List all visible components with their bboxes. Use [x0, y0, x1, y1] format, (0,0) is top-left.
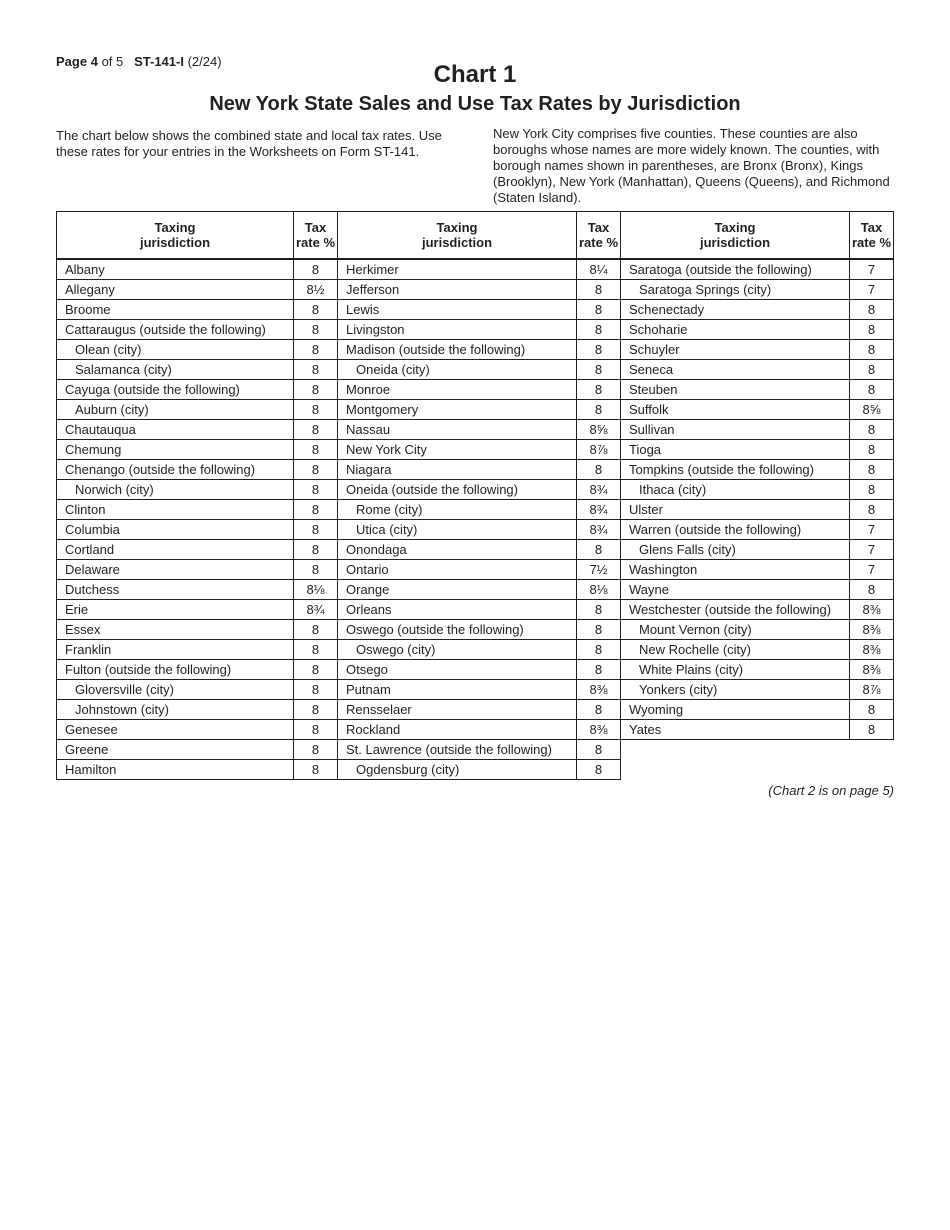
table-row: [57, 580, 338, 600]
chart-subtitle: New York State Sales and Use Tax Rates by Jurisdiction: [209, 93, 741, 115]
table-row: [621, 580, 894, 600]
tax-rate: 8: [577, 540, 621, 560]
tax-rate: 7½: [577, 560, 621, 580]
tax-rate: 7: [850, 560, 894, 580]
table-header-row: [57, 212, 338, 259]
jurisdiction-name: Rockland: [338, 720, 577, 740]
tax-rate: 7: [850, 540, 894, 560]
table-row: [621, 440, 894, 460]
tax-rate: 8: [850, 500, 894, 520]
footnote: (Chart 2 is on page 5): [768, 783, 894, 798]
tax-rate: 8: [294, 260, 338, 280]
table-row: [621, 480, 894, 500]
jurisdiction-name: Nassau: [338, 420, 577, 440]
jurisdiction-name: Seneca: [621, 360, 850, 380]
jurisdiction-name: Chautauqua: [57, 420, 294, 440]
jurisdiction-name: Glens Falls (city): [621, 540, 850, 560]
jurisdiction-name: Gloversville (city): [57, 680, 294, 700]
jurisdiction-name: Greene: [57, 740, 294, 760]
jurisdiction-name: Rome (city): [338, 500, 577, 520]
table-row: [57, 260, 338, 280]
table-row: [338, 680, 621, 700]
tax-rate: 8: [850, 720, 894, 740]
jurisdiction-name: Utica (city): [338, 520, 577, 540]
tax-rate: 8⅜: [577, 720, 621, 740]
jurisdiction-name: Chenango (outside the following): [57, 460, 294, 480]
jurisdiction-name: Salamanca (city): [57, 360, 294, 380]
jurisdiction-name: Cayuga (outside the following): [57, 380, 294, 400]
table-row: [57, 660, 338, 680]
table-row: [57, 680, 338, 700]
table-header-row: [621, 212, 894, 259]
jurisdiction-name: Warren (outside the following): [621, 520, 850, 540]
jurisdiction-name: Oneida (city): [338, 360, 577, 380]
page-word: Page: [56, 54, 88, 69]
jurisdiction-name: Saratoga Springs (city): [621, 280, 850, 300]
jurisdiction-name: Franklin: [57, 640, 294, 660]
table-row: [57, 360, 338, 380]
jurisdiction-name: Cattaraugus (outside the following): [57, 320, 294, 340]
table-row: [621, 720, 894, 740]
table-row: [57, 280, 338, 300]
tax-rate: 8: [850, 380, 894, 400]
table-row: [338, 720, 621, 740]
jurisdiction-name: Schuyler: [621, 340, 850, 360]
tax-rate: 8: [294, 660, 338, 680]
tax-rate: 8: [577, 600, 621, 620]
jurisdiction-name: Jefferson: [338, 280, 577, 300]
tax-rate: 8: [294, 620, 338, 640]
chart-title: Chart 1: [433, 61, 517, 88]
table-row: [57, 460, 338, 480]
table-row: [621, 400, 894, 420]
jurisdiction-name: St. Lawrence (outside the following): [338, 740, 577, 760]
table-row: [621, 340, 894, 360]
jurisdiction-name: Ogdensburg (city): [338, 760, 577, 780]
tax-rate: 8: [577, 460, 621, 480]
jurisdiction-name: Mount Vernon (city): [621, 620, 850, 640]
table-row: [621, 700, 894, 720]
table-row: [338, 360, 621, 380]
jurisdiction-name: Schoharie: [621, 320, 850, 340]
jurisdiction-name: Steuben: [621, 380, 850, 400]
table-row: [338, 440, 621, 460]
table-row: [57, 560, 338, 580]
tax-rate: 8: [294, 480, 338, 500]
jurisdiction-name: Niagara: [338, 460, 577, 480]
jurisdiction-name: Orleans: [338, 600, 577, 620]
table-row: [338, 620, 621, 640]
tax-rate: 8: [850, 700, 894, 720]
jurisdiction-name: Norwich (city): [57, 480, 294, 500]
tax-rate: 8: [577, 620, 621, 640]
table-row: [57, 620, 338, 640]
form-date: (2/24): [187, 54, 222, 69]
tax-rate: 8¾: [577, 480, 621, 500]
jurisdiction-name: Westchester (outside the following): [621, 600, 850, 620]
tax-rate: 8⅛: [577, 580, 621, 600]
tax-rate: 8: [294, 460, 338, 480]
table-row: [338, 600, 621, 620]
table-row: [57, 500, 338, 520]
tax-rate: 8: [294, 760, 338, 780]
jurisdiction-name: Wyoming: [621, 700, 850, 720]
jurisdiction-header: Taxing jurisdiction: [338, 212, 577, 259]
tax-rate: 8: [577, 340, 621, 360]
page-number: 4: [90, 54, 98, 69]
table-row: [621, 600, 894, 620]
tax-rate: 8⅞: [850, 680, 894, 700]
tax-rate: 7: [850, 280, 894, 300]
jurisdiction-header: Taxing jurisdiction: [57, 212, 294, 259]
table-row: [338, 260, 621, 280]
jurisdiction-name: Monroe: [338, 380, 577, 400]
tax-rate: 8: [577, 380, 621, 400]
table-row: [621, 680, 894, 700]
tax-rate: 8: [577, 660, 621, 680]
rate-header: Tax rate %: [294, 212, 338, 259]
jurisdiction-name: Oswego (outside the following): [338, 620, 577, 640]
table-row: [57, 720, 338, 740]
rates-table-column-2: [337, 211, 621, 780]
tax-rate: 8¼: [577, 260, 621, 280]
table-row: [57, 600, 338, 620]
jurisdiction-name: Hamilton: [57, 760, 294, 780]
table-row: [338, 580, 621, 600]
jurisdiction-name: Chemung: [57, 440, 294, 460]
tax-rate: 8¾: [294, 600, 338, 620]
table-row: [621, 540, 894, 560]
tax-rate: 8: [850, 420, 894, 440]
table-row: [338, 320, 621, 340]
jurisdiction-name: Suffolk: [621, 400, 850, 420]
tax-rate: 7: [850, 260, 894, 280]
tax-rate: 7: [850, 520, 894, 540]
table-row: [338, 560, 621, 580]
jurisdiction-name: Rensselaer: [338, 700, 577, 720]
tax-rate: 8¾: [577, 520, 621, 540]
table-row: [621, 500, 894, 520]
tax-rate: 8: [577, 640, 621, 660]
tax-rate: 8: [294, 520, 338, 540]
table-row: [338, 520, 621, 540]
table-row: [338, 300, 621, 320]
jurisdiction-name: Clinton: [57, 500, 294, 520]
table-row: [57, 320, 338, 340]
tax-rate: 8: [294, 360, 338, 380]
jurisdiction-name: Ulster: [621, 500, 850, 520]
table-row: [338, 700, 621, 720]
tax-rate: 8: [294, 540, 338, 560]
table-row: [57, 480, 338, 500]
jurisdiction-name: Herkimer: [338, 260, 577, 280]
table-row: [621, 360, 894, 380]
table-row: [338, 480, 621, 500]
jurisdiction-name: Cortland: [57, 540, 294, 560]
jurisdiction-name: Johnstown (city): [57, 700, 294, 720]
jurisdiction-name: Oneida (outside the following): [338, 480, 577, 500]
tax-rate: 8: [577, 700, 621, 720]
tax-rate: 8⅝: [577, 420, 621, 440]
table-row: [621, 560, 894, 580]
tax-rate: 8⅜: [850, 640, 894, 660]
tax-rate: 8: [850, 580, 894, 600]
table-row: [621, 420, 894, 440]
jurisdiction-name: Ontario: [338, 560, 577, 580]
table-row: [621, 460, 894, 480]
table-row: [57, 520, 338, 540]
jurisdiction-name: Broome: [57, 300, 294, 320]
table-row: [57, 400, 338, 420]
tax-rate: 8: [294, 340, 338, 360]
tax-rate: 8: [577, 280, 621, 300]
table-row: [338, 460, 621, 480]
jurisdiction-name: Otsego: [338, 660, 577, 680]
jurisdiction-name: Lewis: [338, 300, 577, 320]
jurisdiction-name: Washington: [621, 560, 850, 580]
jurisdiction-name: Madison (outside the following): [338, 340, 577, 360]
table-row: [338, 380, 621, 400]
jurisdiction-name: Olean (city): [57, 340, 294, 360]
tax-rate: 8⅜: [850, 620, 894, 640]
table-row: [621, 320, 894, 340]
jurisdiction-name: Essex: [57, 620, 294, 640]
table-row: [338, 660, 621, 680]
jurisdiction-name: Ithaca (city): [621, 480, 850, 500]
table-row: [57, 300, 338, 320]
rate-header: Tax rate %: [577, 212, 621, 259]
table-row: [57, 380, 338, 400]
tax-rate: 8: [294, 400, 338, 420]
tax-rate: 8: [850, 320, 894, 340]
table-row: [57, 340, 338, 360]
table-row: [621, 660, 894, 680]
jurisdiction-name: Livingston: [338, 320, 577, 340]
jurisdiction-name: Allegany: [57, 280, 294, 300]
jurisdiction-name: Albany: [57, 260, 294, 280]
tax-rate: 8: [577, 740, 621, 760]
tax-rate: 8: [577, 400, 621, 420]
jurisdiction-name: Wayne: [621, 580, 850, 600]
jurisdiction-name: Fulton (outside the following): [57, 660, 294, 680]
tax-rate: 8⅜: [850, 600, 894, 620]
tax-rate: 8: [577, 760, 621, 780]
jurisdiction-header: Taxing jurisdiction: [621, 212, 850, 259]
table-row: [621, 260, 894, 280]
rates-table-column-1: [56, 211, 338, 780]
table-row: [338, 420, 621, 440]
table-row: [57, 440, 338, 460]
tax-rate: 8: [294, 640, 338, 660]
form-id: ST-141-I: [134, 54, 184, 69]
jurisdiction-name: Schenectady: [621, 300, 850, 320]
tax-rate: 8⅜: [577, 680, 621, 700]
tax-rate: 8: [294, 380, 338, 400]
rates-table-column-3: [620, 211, 894, 740]
jurisdiction-name: Oswego (city): [338, 640, 577, 660]
table-row: [621, 380, 894, 400]
intro-paragraph-right: New York City comprises five counties. These counties are also boroughs whose names are more widely known. The counties, with borough names shown in parentheses, are Bronx (Bronx), Kings (Brooklyn), New York (Manhattan), Queens (Queens), and Richmond (Staten Island).: [493, 126, 890, 205]
tax-rate: 8: [850, 360, 894, 380]
table-row: [621, 640, 894, 660]
tax-rate: 8⅜: [850, 660, 894, 680]
table-row: [621, 280, 894, 300]
tax-rate: 8: [294, 560, 338, 580]
table-row: [338, 280, 621, 300]
jurisdiction-name: Tioga: [621, 440, 850, 460]
jurisdiction-name: Erie: [57, 600, 294, 620]
tax-rate: 8: [294, 720, 338, 740]
tax-rate: 8: [294, 740, 338, 760]
tax-rate: 8: [577, 300, 621, 320]
tax-rate: 8: [850, 340, 894, 360]
table-row: [57, 420, 338, 440]
page-of: of 5: [101, 54, 124, 69]
jurisdiction-name: Yonkers (city): [621, 680, 850, 700]
jurisdiction-name: Orange: [338, 580, 577, 600]
tax-rate: 8¾: [577, 500, 621, 520]
table-row: [57, 740, 338, 760]
table-row: [621, 300, 894, 320]
table-row: [338, 400, 621, 420]
tax-rate: 8⅞: [577, 440, 621, 460]
tax-rate: 8: [850, 460, 894, 480]
tax-rate: 8: [850, 300, 894, 320]
tax-rate: 8⅝: [850, 400, 894, 420]
jurisdiction-name: Genesee: [57, 720, 294, 740]
tax-rate: 8: [294, 680, 338, 700]
table-row: [57, 700, 338, 720]
table-header-row: [338, 212, 621, 259]
tax-rate: 8: [850, 440, 894, 460]
jurisdiction-name: New Rochelle (city): [621, 640, 850, 660]
table-row: [57, 760, 338, 780]
tax-rate: 8½: [294, 280, 338, 300]
jurisdiction-name: White Plains (city): [621, 660, 850, 680]
table-row: [338, 340, 621, 360]
tax-rate: 8: [294, 440, 338, 460]
tax-rate: 8: [294, 700, 338, 720]
table-row: [57, 540, 338, 560]
jurisdiction-name: Delaware: [57, 560, 294, 580]
table-row: [338, 740, 621, 760]
jurisdiction-name: Montgomery: [338, 400, 577, 420]
jurisdiction-name: Dutchess: [57, 580, 294, 600]
table-row: [621, 520, 894, 540]
tax-rate: 8: [577, 320, 621, 340]
table-row: [621, 620, 894, 640]
table-row: [57, 640, 338, 660]
jurisdiction-name: New York City: [338, 440, 577, 460]
tax-rate: 8: [294, 420, 338, 440]
tax-rate: 8: [850, 480, 894, 500]
intro-paragraph-left: The chart below shows the combined state and local tax rates. Use these rates for your entries in the Worksheets on Form ST-141.: [56, 128, 442, 159]
jurisdiction-name: Putnam: [338, 680, 577, 700]
jurisdiction-name: Auburn (city): [57, 400, 294, 420]
tax-rate: 8: [577, 360, 621, 380]
jurisdiction-name: Tompkins (outside the following): [621, 460, 850, 480]
table-row: [338, 500, 621, 520]
tax-rate: 8⅛: [294, 580, 338, 600]
rate-header: Tax rate %: [850, 212, 894, 259]
jurisdiction-name: Sullivan: [621, 420, 850, 440]
tax-rate: 8: [294, 500, 338, 520]
jurisdiction-name: Columbia: [57, 520, 294, 540]
jurisdiction-name: Saratoga (outside the following): [621, 260, 850, 280]
table-row: [338, 760, 621, 780]
jurisdiction-name: Onondaga: [338, 540, 577, 560]
tax-rate: 8: [294, 320, 338, 340]
table-row: [338, 540, 621, 560]
tax-rate: 8: [294, 300, 338, 320]
jurisdiction-name: Yates: [621, 720, 850, 740]
table-row: [338, 640, 621, 660]
